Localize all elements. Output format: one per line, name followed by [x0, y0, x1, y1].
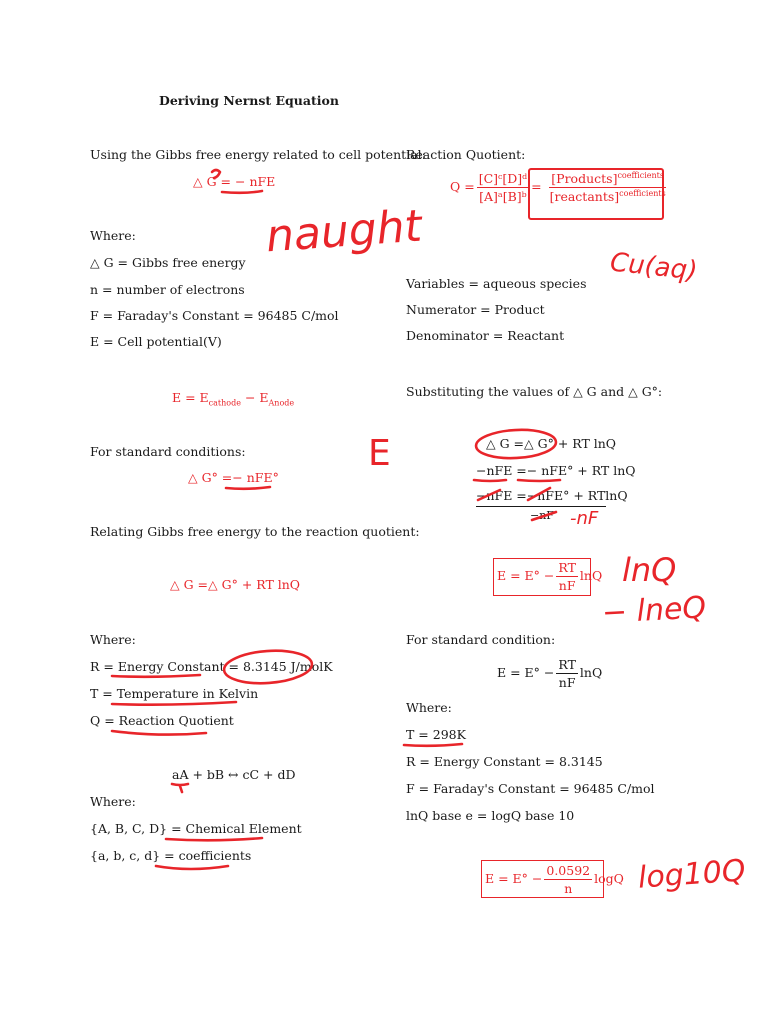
underline-temperature [112, 702, 236, 705]
def-g: △ G = Gibbs free energy [90, 255, 246, 270]
subst-divider [476, 506, 606, 507]
numerator-line: Numerator = Product [406, 302, 545, 317]
where-label-3: Where: [90, 794, 136, 809]
handwritten-lnq: lnQ [622, 551, 677, 589]
underline-nfe [222, 191, 262, 193]
rq-title: Reaction Quotient: [406, 147, 526, 162]
underline-energy-constant [112, 675, 200, 677]
std-condition-label: For standard condition: [406, 632, 556, 647]
mark-aa [180, 786, 182, 792]
gibbs-intro: Using the Gibbs free energy related to cell potential: [90, 147, 426, 162]
underline-reaction-quotient [112, 731, 206, 735]
where-label-2: Where: [90, 632, 136, 647]
t-value: T = 298K [406, 727, 466, 742]
handwritten-naught: naught [264, 200, 424, 263]
handwritten-e: E [368, 433, 391, 474]
page-title: Deriving Nernst Equation [159, 93, 339, 108]
underline-t-value [404, 744, 462, 746]
where-label-1: Where: [90, 228, 136, 243]
eq-gibbs: △ G = − nFE [193, 174, 276, 189]
r-value: R = Energy Constant = 8.3145 [406, 754, 603, 769]
def-coefficients: {a, b, c, d} = coefficients [90, 848, 252, 863]
std-intro: For standard conditions: [90, 444, 246, 459]
underline-aa [172, 784, 188, 785]
def-elements: {A, B, C, D} = Chemical Element [90, 821, 302, 836]
underline-step2-right [518, 480, 560, 481]
eq-standard: △ G° =− nFE° [188, 470, 279, 485]
eq-standard-condition: E = E° − $\frac{RT}{nF}$ lnQ [497, 657, 603, 691]
handwritten-minus-lnq: − lneQ [601, 590, 707, 631]
def-q: Q = Reaction Quotient [90, 713, 234, 728]
handwritten-log10q: log10Q [636, 853, 747, 896]
def-e: E = Cell potential(V) [90, 334, 222, 349]
handwritten-nf: -nF [570, 508, 599, 529]
underline-step2-left [474, 480, 506, 481]
eq-relating: △ G =△ G° + RT lnQ [170, 577, 301, 592]
def-r: R = Energy Constant = 8.3145 J/molK [90, 659, 333, 674]
variables-line: Variables = aqueous species [406, 276, 587, 291]
def-t: T = Temperature in Kelvin [90, 686, 259, 701]
substituting-line: Substituting the values of △ G and △ G°: [406, 384, 663, 399]
underline-nfe-standard [226, 487, 270, 489]
subst-step-2: −nFE =− nFE° + RT lnQ [476, 463, 636, 478]
f-value: F = Faraday's Constant = 96485 C/mol [406, 781, 655, 796]
eq-reaction-quotient: Q = $\frac{\text{[C]ᶜ[D]ᵈ}}{\text{[A]ᵃ[B]ᵇ}}$ = $\frac{[Products]^{coefficients}}{[reactants]^{coefficients}}$ [450, 170, 666, 205]
relating-intro: Relating Gibbs free energy to the reaction quotient: [90, 524, 420, 539]
subst-step-3-denominator: −nF [530, 509, 554, 522]
boxed-equation-1-content: E = E° − $\frac{RT}{nF}$ lnQ [497, 560, 603, 594]
def-n: n = number of electrons [90, 282, 245, 297]
reaction-equation: aA + bB ↔ cC + dD [172, 767, 296, 782]
handwritten-cu-aq: Cu(aq) [608, 247, 699, 287]
where-label-4: Where: [406, 700, 452, 715]
products-reactants-box [528, 168, 664, 220]
underline-chemical-element [166, 838, 262, 840]
boxed-equation-2-content: E = E° − $\frac{0.0592}{n}$ logQ [485, 863, 624, 897]
subst-step-3: −nFE =−nFE° + RTlnQ [476, 488, 628, 503]
ln-log-relation: lnQ base e = logQ base 10 [406, 808, 575, 823]
subst-step-1: △ G =△ G° + RT lnQ [486, 436, 617, 451]
eq-cell-potential: $E = E_{cathode} - E_{Anode}$ [172, 390, 295, 408]
def-f: F = Faraday's Constant = 96485 C/mol [90, 308, 339, 323]
underline-coefficients [156, 866, 228, 869]
denominator-line: Denominator = Reactant [406, 328, 565, 343]
